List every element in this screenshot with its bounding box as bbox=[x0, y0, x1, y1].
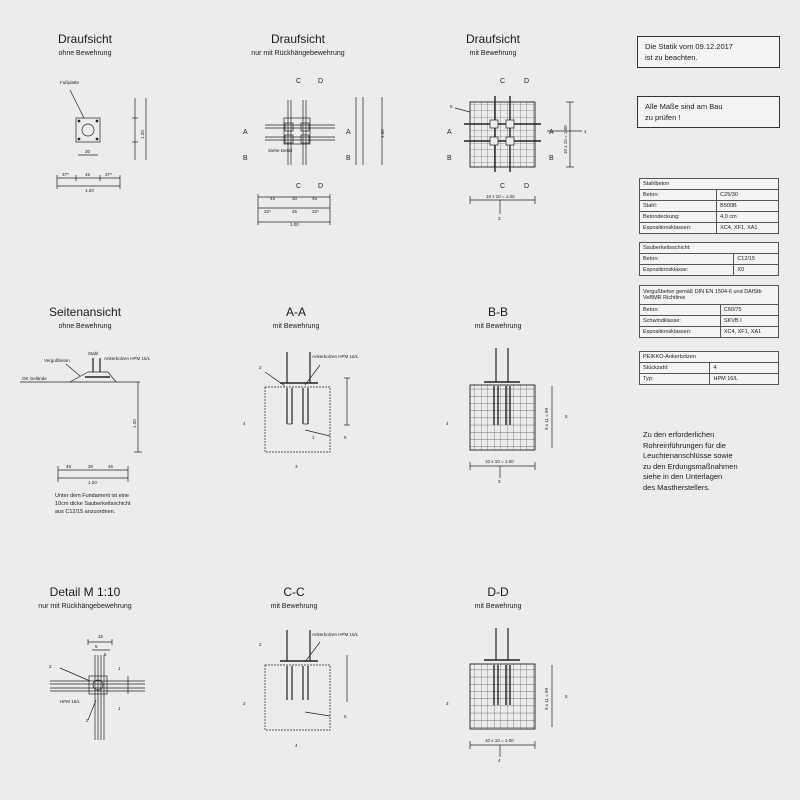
section-letter-b: B bbox=[447, 155, 452, 162]
dim-label: 10 x 10 = 1.00 bbox=[485, 738, 514, 743]
position-number: 3 bbox=[498, 216, 501, 221]
table-value: C25/30 bbox=[717, 190, 779, 201]
dim-label: 10 x 10 = 1.00 bbox=[563, 125, 568, 154]
dim-label: 32⁵ bbox=[264, 209, 271, 214]
dim-label: 1.20 bbox=[140, 130, 145, 139]
dim-label: 1.20 bbox=[85, 188, 94, 193]
position-number: 3 bbox=[446, 701, 449, 706]
table-key: Stahl: bbox=[640, 201, 717, 212]
position-number: 3 bbox=[498, 479, 501, 484]
view-title-detail: Detail M 1:10 bbox=[49, 585, 121, 599]
position-number: 5 bbox=[565, 414, 568, 419]
table-key: Typ: bbox=[640, 374, 710, 385]
view-title-top-right: Draufsicht bbox=[465, 32, 521, 46]
label-stahl: Stahl bbox=[88, 351, 99, 356]
table-key: Stückzahl: bbox=[640, 363, 710, 374]
section-letter-d: D bbox=[524, 78, 530, 85]
dim-label: 10 x 10 = 1.00 bbox=[486, 194, 515, 199]
table-key: Beton: bbox=[640, 190, 717, 201]
note-line: aus C12/15 anzuordnen. bbox=[55, 509, 116, 515]
detail-view bbox=[50, 639, 145, 740]
section-cc bbox=[265, 630, 347, 730]
view-title-cc: C-C bbox=[283, 585, 305, 599]
section-letter-a: A bbox=[447, 129, 452, 136]
dim-label: 45 bbox=[66, 464, 72, 469]
table-key: Expositionsklassen: bbox=[640, 223, 717, 234]
label-siehe-detail: Siehe Detail bbox=[268, 148, 293, 153]
section-letter-c: C bbox=[296, 183, 302, 190]
table-value: SKVB I bbox=[720, 316, 778, 327]
dim-label: 45 bbox=[270, 196, 276, 201]
view-subtitle-side: ohne Bewehrung bbox=[58, 323, 112, 330]
dim-label: 15 bbox=[98, 634, 104, 639]
position-number: 5 bbox=[344, 435, 347, 440]
label-ankerbolzen: Ankerbolzen HPM 16/L bbox=[312, 354, 359, 359]
dim-label: 37⁵ bbox=[105, 172, 112, 177]
note-statik-line1: Die Statik vom 09.12.2017 bbox=[645, 42, 733, 51]
note-line: Unter dem Fundament ist eine bbox=[55, 493, 129, 499]
table-value: 4,0 cm bbox=[717, 212, 779, 223]
view-subtitle-top-mid: nur mit Rückhängebewehrung bbox=[251, 50, 345, 57]
section-letter-b: B bbox=[346, 155, 351, 162]
para-line: Zu den erforderlichen bbox=[643, 430, 715, 439]
view-subtitle-top-right: mit Bewehrung bbox=[469, 50, 517, 57]
position-number: 3 bbox=[295, 464, 298, 469]
dim-label: 45 bbox=[312, 196, 318, 201]
table-value: XC4, XF1, XA1 bbox=[720, 327, 778, 338]
para-line: Rohreinführungen für die bbox=[643, 440, 726, 450]
note-line: 10cm dicke Sauberkeitsschicht bbox=[55, 501, 131, 507]
view-subtitle-aa: mit Bewehrung bbox=[272, 323, 320, 330]
label-ankerbolzen: Ankerbolzen HPM 16/L bbox=[312, 632, 359, 637]
view-subtitle-detail: nur mit Rückhängebewehrung bbox=[38, 603, 132, 610]
label-hpm: HPM 16/L bbox=[60, 699, 81, 704]
dim-label: 45 bbox=[108, 464, 114, 469]
section-letter-d: D bbox=[524, 183, 530, 190]
table-key: Expositionsklassen: bbox=[640, 327, 721, 338]
dim-label: 30 bbox=[85, 149, 91, 154]
dim-label: 5 bbox=[104, 652, 107, 657]
position-number: 4 bbox=[584, 129, 587, 134]
table-key: Beton: bbox=[640, 254, 734, 265]
position-number: 4 bbox=[243, 421, 246, 426]
note-statik-line2: ist zu beachten. bbox=[645, 53, 698, 62]
dim-label: 45 bbox=[85, 172, 91, 177]
label-fussplatte: Fußplatte bbox=[60, 80, 80, 85]
position-number: 3 bbox=[243, 701, 246, 706]
section-aa bbox=[265, 352, 350, 452]
position-number: 1 bbox=[312, 435, 315, 440]
section-letter-b: B bbox=[243, 155, 248, 162]
dim-label: 32⁵ bbox=[312, 209, 319, 214]
table-key: Schwindklasse: bbox=[640, 316, 721, 327]
para-line: siehe in den Unterlagen bbox=[643, 472, 723, 481]
table-value: C12/15 bbox=[734, 254, 779, 265]
note-masse-line2: zu prüfen ! bbox=[645, 113, 681, 122]
dim-label: 30 bbox=[292, 196, 298, 201]
plan-no-reinforcement bbox=[57, 90, 146, 189]
table-value: C60/75 bbox=[720, 305, 778, 316]
position-number: 5 bbox=[565, 694, 568, 699]
dim-label: 1.00 bbox=[290, 222, 299, 227]
table-header: Sauberkeitsschicht: bbox=[640, 243, 779, 254]
section-letter-d: D bbox=[318, 78, 324, 85]
para-line: zu den Erdungsmaßnahmen bbox=[643, 461, 738, 471]
view-subtitle-top-left: ohne Bewehrung bbox=[58, 50, 112, 57]
position-number: 2 bbox=[86, 718, 89, 723]
position-number: 2 bbox=[259, 642, 262, 647]
table-header: Stahlbeton bbox=[640, 179, 779, 190]
table-header: Vergußbeton gemäß DIN EN 1504-6 und DAfStb VeBMR Richtlinie bbox=[640, 286, 779, 305]
dim-label: 1.20 bbox=[88, 480, 97, 485]
section-letter-c: C bbox=[500, 183, 506, 190]
view-title-side: Seitenansicht bbox=[48, 305, 122, 319]
view-title-bb: B-B bbox=[487, 305, 509, 319]
position-number: 1 bbox=[118, 706, 121, 711]
section-letter-a: A bbox=[549, 129, 554, 136]
position-number: 4 bbox=[295, 743, 298, 748]
section-letter-c: C bbox=[296, 78, 302, 85]
view-subtitle-bb: mit Bewehrung bbox=[474, 323, 522, 330]
position-number: 2 bbox=[259, 365, 262, 370]
dim-label: 1.00 bbox=[380, 129, 385, 138]
dim-label: 10 x 10 = 1.00 bbox=[485, 459, 514, 464]
note-masse-line1: Alle Maße sind am Bau bbox=[645, 102, 723, 111]
position-number: 4 bbox=[498, 758, 501, 763]
position-number: 2 bbox=[49, 664, 52, 669]
table-value: HPM 16/L bbox=[710, 374, 779, 385]
view-title-dd: D-D bbox=[487, 585, 509, 599]
view-title-top-mid: Draufsicht bbox=[270, 32, 326, 46]
label-ankerbolzen: Ankerbolzen HPM 16/L bbox=[104, 356, 151, 361]
view-title-top-left: Draufsicht bbox=[57, 32, 113, 46]
section-letter-a: A bbox=[346, 129, 351, 136]
dim-label: 5 bbox=[95, 644, 98, 649]
table-key: Beton: bbox=[640, 305, 721, 316]
table-header: PEIKKO-Ankerbolzen bbox=[640, 352, 779, 363]
dim-label: 9 x 11 = 99 bbox=[544, 687, 549, 710]
table-value: X0 bbox=[734, 265, 779, 276]
dim-label: 25 bbox=[292, 209, 298, 214]
table-value: B500B bbox=[717, 201, 779, 212]
para-line: Leuchtenanschlüsse sowie bbox=[643, 451, 733, 460]
table-value: 4 bbox=[710, 363, 779, 374]
section-letter-b: B bbox=[549, 155, 554, 162]
position-number: 5 bbox=[450, 104, 453, 109]
position-number: 5 bbox=[344, 714, 347, 719]
label-vergussbeton: Vergußbeton bbox=[44, 358, 70, 363]
view-title-aa: A-A bbox=[285, 305, 307, 319]
position-number: 4 bbox=[446, 421, 449, 426]
dim-label: 37⁵ bbox=[62, 172, 69, 177]
dim-label: 9 x 11 = 99 bbox=[544, 407, 549, 430]
section-letter-c: C bbox=[500, 78, 506, 85]
position-number: 1 bbox=[118, 666, 121, 671]
plan-with-reinforcement bbox=[455, 96, 582, 214]
view-subtitle-cc: mit Bewehrung bbox=[270, 603, 318, 610]
view-subtitle-dd: mit Bewehrung bbox=[474, 603, 522, 610]
dim-label: 1.20 bbox=[132, 419, 137, 428]
dim-label: 30 bbox=[88, 464, 94, 469]
para-line: des Mastherstellers. bbox=[643, 482, 711, 492]
section-letter-d: D bbox=[318, 183, 324, 190]
table-value: XC4, XF1, XA1 bbox=[717, 223, 779, 234]
section-letter-a: A bbox=[243, 129, 248, 136]
table-key: Expositionsklasse: bbox=[640, 265, 734, 276]
label-ok-gelaende: OK Gelände bbox=[22, 376, 47, 381]
plan-suspension-reinforcement bbox=[258, 97, 382, 225]
table-key: Betondeckung: bbox=[640, 212, 717, 223]
